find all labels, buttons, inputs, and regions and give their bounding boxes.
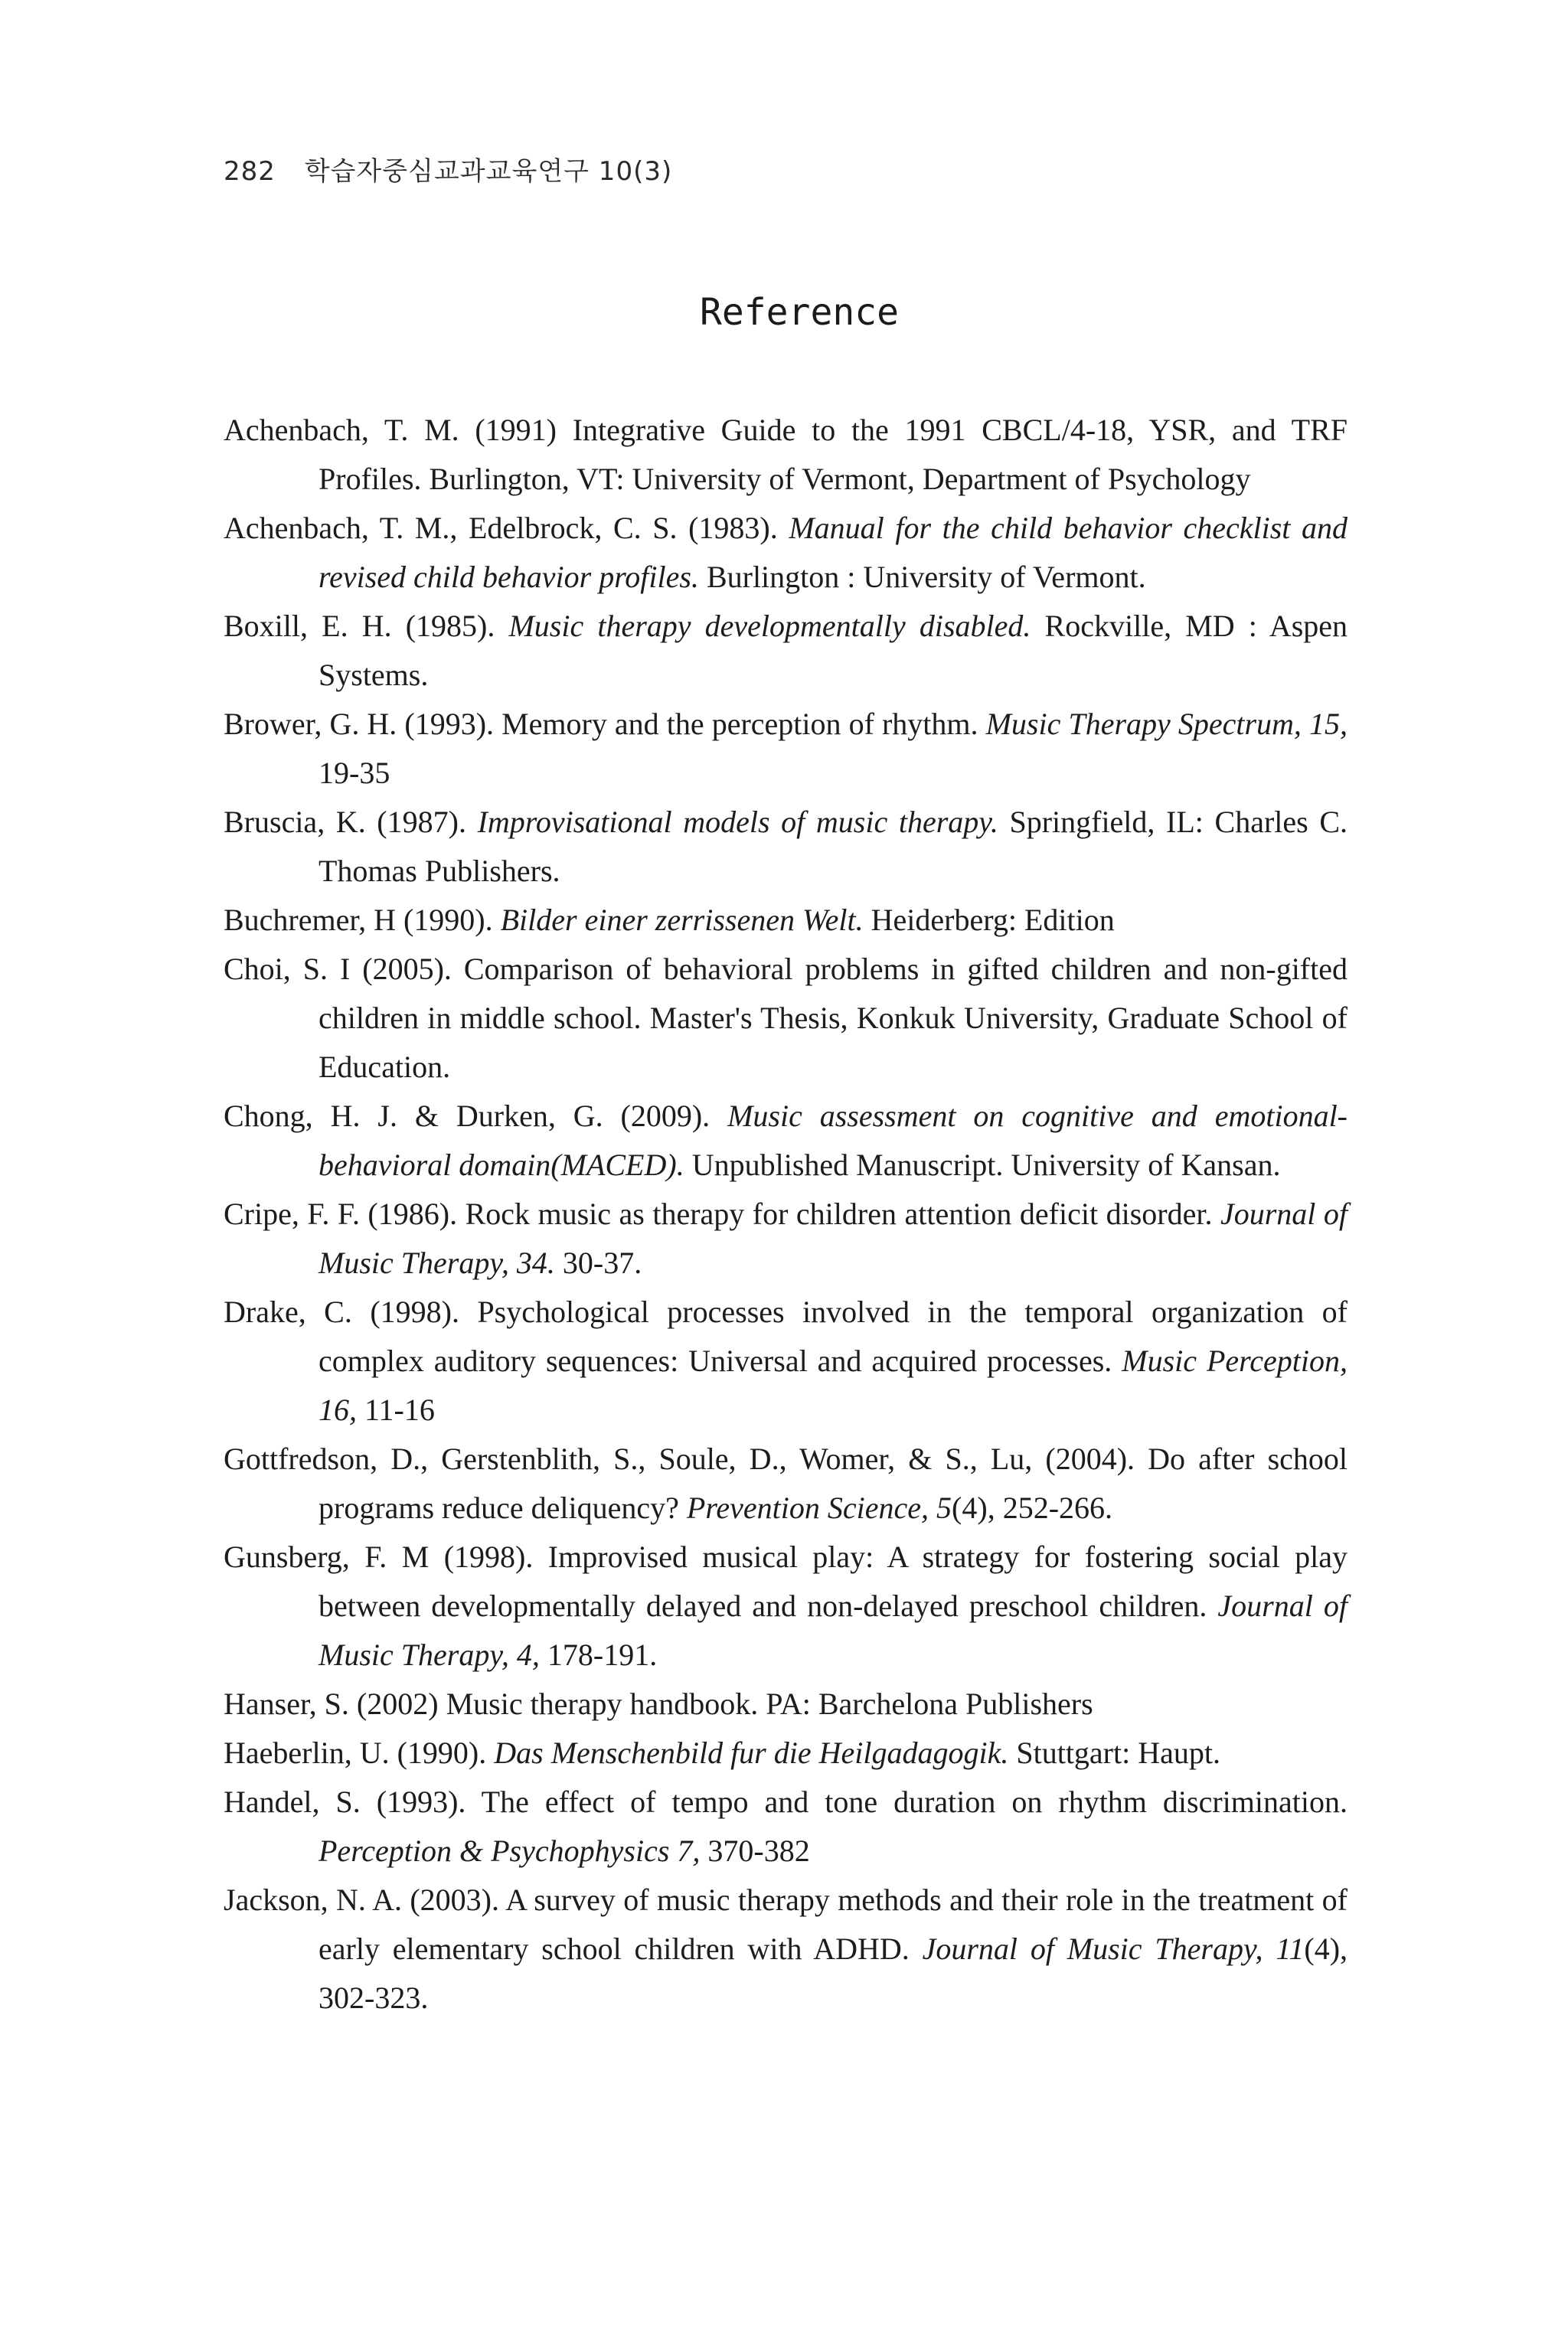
- reference-entry: [224, 798, 1348, 896]
- reference-text: Handel, S. (1993). The effect of tempo and tone duration on rhythm discrimination.: [224, 1785, 1348, 1819]
- reference-text: Haeberlin, U. (1990).: [224, 1736, 495, 1770]
- reference-source: Improvisational models of music therapy.: [477, 805, 998, 839]
- reference-text: Cripe, F. F. (1986). Rock music as therapy for children attention deficit disorder.: [224, 1197, 1220, 1231]
- reference-entry: [224, 1092, 1348, 1190]
- reference-details: Rockville, MD : Aspen Systems.: [318, 609, 1348, 692]
- running-head: [224, 150, 672, 188]
- reference-source: Bilder einer zerrissenen Welt.: [500, 903, 864, 937]
- reference-source: Music Therapy Spectrum, 15,: [985, 707, 1348, 741]
- reference-details: (4), 252-266.: [952, 1491, 1113, 1525]
- reference-list: [224, 406, 1348, 2023]
- reference-text: Brower, G. H. (1993). Memory and the perception of rhythm.: [224, 707, 986, 741]
- reference-details: 370-382: [700, 1834, 810, 1868]
- reference-text: Choi, S. I (2005). Comparison of behavioral problems in gifted children and non-gifted children in middle school. Master's Thesis, Konkuk University, Graduate School of Education.: [224, 952, 1348, 1084]
- reference-entry: [224, 1533, 1348, 1680]
- reference-entry: [224, 504, 1348, 602]
- section-title: Reference: [699, 291, 900, 334]
- reference-source: Journal of Music Therapy, 11: [922, 1932, 1305, 1966]
- journal-title: 학습자중심교과교육연구 10(3): [304, 156, 673, 187]
- reference-entry: [224, 700, 1348, 798]
- reference-source: Music assessment on cognitive and emotional-behavioral domain(MACED).: [318, 1099, 1348, 1182]
- reference-entry: [224, 602, 1348, 700]
- reference-entry: [224, 896, 1348, 945]
- reference-source: Prevention Science, 5: [686, 1491, 952, 1525]
- reference-details: Burlington : University of Vermont.: [698, 560, 1146, 594]
- reference-source: Journal of Music Therapy, 4,: [318, 1589, 1348, 1672]
- reference-text: Achenbach, T. M. (1991) Integrative Guide to the 1991 CBCL/4-18, YSR, and TRF Profiles. Burlington, VT: University of Vermont, Department of Psychology: [224, 413, 1348, 496]
- reference-text: Hanser, S. (2002) Music therapy handbook. PA: Barchelona Publishers: [224, 1687, 1093, 1721]
- reference-details: (4), 302-323.: [318, 1932, 1348, 2015]
- reference-entry: [224, 1876, 1348, 2023]
- reference-text: Gunsberg, F. M (1998). Improvised musical play: A strategy for fostering social play between developmentally delayed and non-delayed preschool children.: [224, 1540, 1348, 1623]
- reference-details: 19-35: [318, 756, 390, 790]
- reference-details: Stuttgart: Haupt.: [1008, 1736, 1220, 1770]
- reference-entry: [224, 406, 1348, 504]
- reference-text: Jackson, N. A. (2003). A survey of music therapy methods and their role in the treatment of early elementary school children with ADHD.: [224, 1883, 1348, 1966]
- reference-text: Chong, H. J. & Durken, G. (2009).: [224, 1099, 728, 1133]
- reference-details: 30-37.: [554, 1246, 642, 1280]
- reference-source: Manual for the child behavior checklist and revised child behavior profiles.: [318, 511, 1348, 594]
- reference-entry: [224, 1288, 1348, 1435]
- page-number: 282: [224, 156, 276, 187]
- reference-text: Drake, C. (1998). Psychological processes involved in the temporal organization of complex auditory sequences: Universal and acquired processes.: [224, 1295, 1348, 1378]
- reference-details: Unpublished Manuscript. University of Kansan.: [684, 1148, 1281, 1182]
- reference-entry: [224, 945, 1348, 1092]
- reference-details: Heiderberg: Edition: [863, 903, 1115, 937]
- reference-entry: [224, 1729, 1348, 1778]
- reference-source: Das Menschenbild fur die Heilgadagogik.: [494, 1736, 1009, 1770]
- reference-text: Bruscia, K. (1987).: [224, 805, 478, 839]
- reference-source: Music therapy developmentally disabled.: [508, 609, 1031, 643]
- reference-entry: [224, 1190, 1348, 1288]
- reference-text: Boxill, E. H. (1985).: [224, 609, 509, 643]
- reference-entry: [224, 1680, 1348, 1729]
- reference-text: Buchremer, H (1990).: [224, 903, 501, 937]
- reference-entry: [224, 1435, 1348, 1533]
- reference-text: Achenbach, T. M., Edelbrock, C. S. (1983).: [224, 511, 789, 545]
- reference-source: Perception & Psychophysics 7,: [318, 1834, 701, 1868]
- reference-text: Gottfredson, D., Gerstenblith, S., Soule, D., Womer, & S., Lu, (2004). Do after school programs reduce deliquency?: [224, 1442, 1348, 1525]
- reference-source: Music Perception, 16,: [318, 1344, 1348, 1427]
- reference-entry: [224, 1778, 1348, 1876]
- reference-details: 11-16: [357, 1393, 435, 1427]
- reference-details: Springfield, IL: Charles C. Thomas Publishers.: [318, 805, 1348, 888]
- reference-details: 178-191.: [539, 1638, 658, 1672]
- reference-source: Journal of Music Therapy, 34.: [318, 1197, 1348, 1280]
